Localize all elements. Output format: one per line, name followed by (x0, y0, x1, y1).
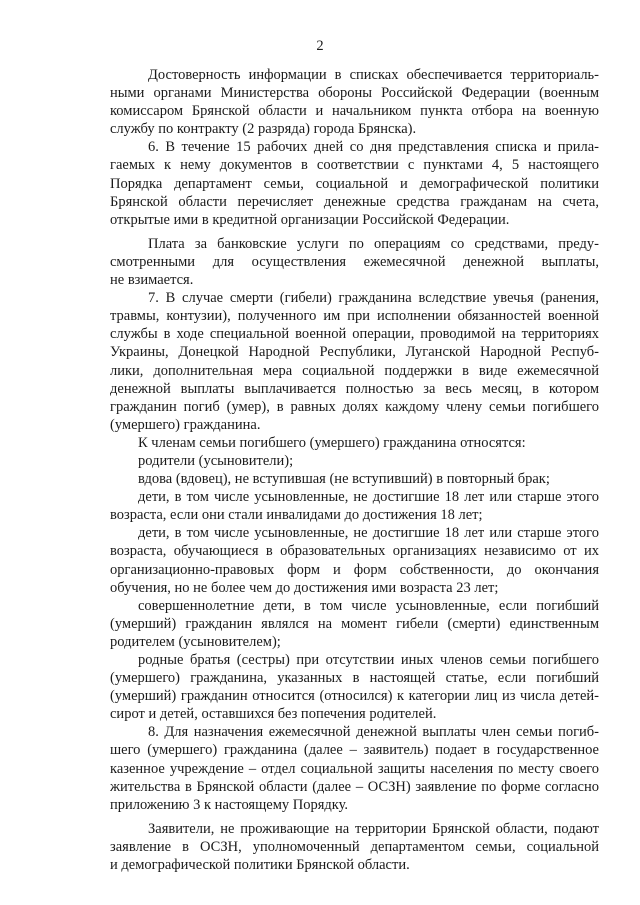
text-line: приложению 3 к настоящему Порядку. (110, 796, 349, 813)
text-line: Плата за банковские услуги по операциям со средствами, преду- (148, 235, 599, 252)
text-line: сирот и детей, оставшихся без попечения родителей. (110, 706, 437, 723)
text-line: обучения, но не более чем до достижения ими возраста 23 лет; (110, 579, 499, 596)
text-line: 8. Для назначения ежемесячной денежной выплаты член семьи погиб- (148, 724, 599, 741)
text-line: и демографической политики Брянской области. (110, 857, 410, 874)
text-line: Порядка департамент семьи, социальной и демографической политики (110, 175, 599, 192)
text-line: смотренными для осуществления ежемесячной денежной выплаты, (110, 253, 599, 270)
text-line: шего (умершего) гражданина (далее – заявитель) подает в государственное (110, 742, 599, 759)
text-line: (умерший) гражданин относится (относился) к категории лиц из числа детей- (110, 688, 599, 705)
text-line: К членам семьи погибшего (умершего) гражданина относятся: (138, 434, 526, 451)
text-line: не взимается. (110, 272, 194, 289)
text-line: дети, в том числе усыновленные, не достигшие 18 лет или старше этого (138, 525, 599, 542)
text-line: (умершего) гражданина, указанных в настоящей статье, если погибший (110, 670, 599, 687)
text-line: 7. В случае смерти (гибели) гражданина вследствие увечья (ранения, (148, 290, 599, 307)
text-line: жительства в Брянской области (далее – ОСЗН) заявление по форме согласно (110, 778, 599, 795)
text-line: гаемых к нему документов в соответствии с пунктами 4, 5 настоящего (110, 157, 599, 174)
text-line: Украины, Донецкой Народной Республики, Луганской Народной Респуб- (110, 344, 599, 361)
text-line: гражданин погиб (умер), в равных долях каждому члену семьи погибшего (110, 398, 599, 415)
text-line: службу по контракту (2 разряда) города Брянска). (110, 121, 417, 138)
text-line: ными органами Министерства обороны Российской Федерации (военным (110, 85, 599, 102)
text-line: возраста, обучающиеся в образовательных организациях независимо от их (110, 543, 599, 560)
document-body (110, 66, 599, 874)
text-line: казенное учреждение – отдел социальной защиты населения по месту своего (110, 760, 599, 777)
text-line: вдова (вдовец), не вступившая (не вступивший) в повторный брак; (138, 471, 550, 488)
text-line: комиссаром Брянской области и начальником пункта отбора на военную (110, 103, 599, 120)
text-line: родителем (усыновителем); (110, 633, 281, 650)
text-line: родные братья (сестры) при отсутствии иных членов семьи погибшего (138, 652, 599, 668)
text-line: травмы, контузии), полученного им при исполнении обязанностей военной (110, 308, 599, 325)
text-line: родители (усыновители); (138, 452, 294, 469)
text-line: Заявители, не проживающие на территории Брянской области, подают (148, 820, 599, 837)
text-line: совершеннолетние дети, в том числе усыновленные, если погибший (138, 597, 599, 614)
text-line: денежной выплаты выплачивается полностью за весь месяц, в котором (110, 380, 599, 397)
text-line: заявление в ОСЗН, уполномоченный департаментом семьи, социальной (110, 838, 599, 855)
text-line: (умерший) гражданин являлся на момент гибели (смерти) единственным (110, 615, 599, 632)
text-line: возраста, если они стали инвалидами до достижения 18 лет; (110, 507, 483, 524)
text-line: открытые ими в кредитной организации Российской Федерации. (110, 211, 510, 228)
text-line: Брянской области перечисляет денежные средства гражданам на счета, (110, 193, 599, 210)
text-line: организационно-правовых форм и форм собственности, до окончания (110, 561, 599, 578)
text-line: дети, в том числе усыновленные, не достигшие 18 лет или старше этого (138, 489, 599, 506)
text-line: 6. В течение 15 рабочих дней со дня представления списка и прила- (148, 139, 599, 156)
text-line: лики, дополнительная мера социальной поддержки в виде ежемесячной (110, 362, 599, 379)
text-line: службы в ходе специальной военной операции, проводимой на территориях (110, 326, 599, 343)
text-line: (умершего) гражданина. (110, 416, 261, 433)
text-line: Достоверность информации в списках обеспечивается территориаль- (148, 67, 599, 83)
page-number: 2 (316, 38, 324, 54)
